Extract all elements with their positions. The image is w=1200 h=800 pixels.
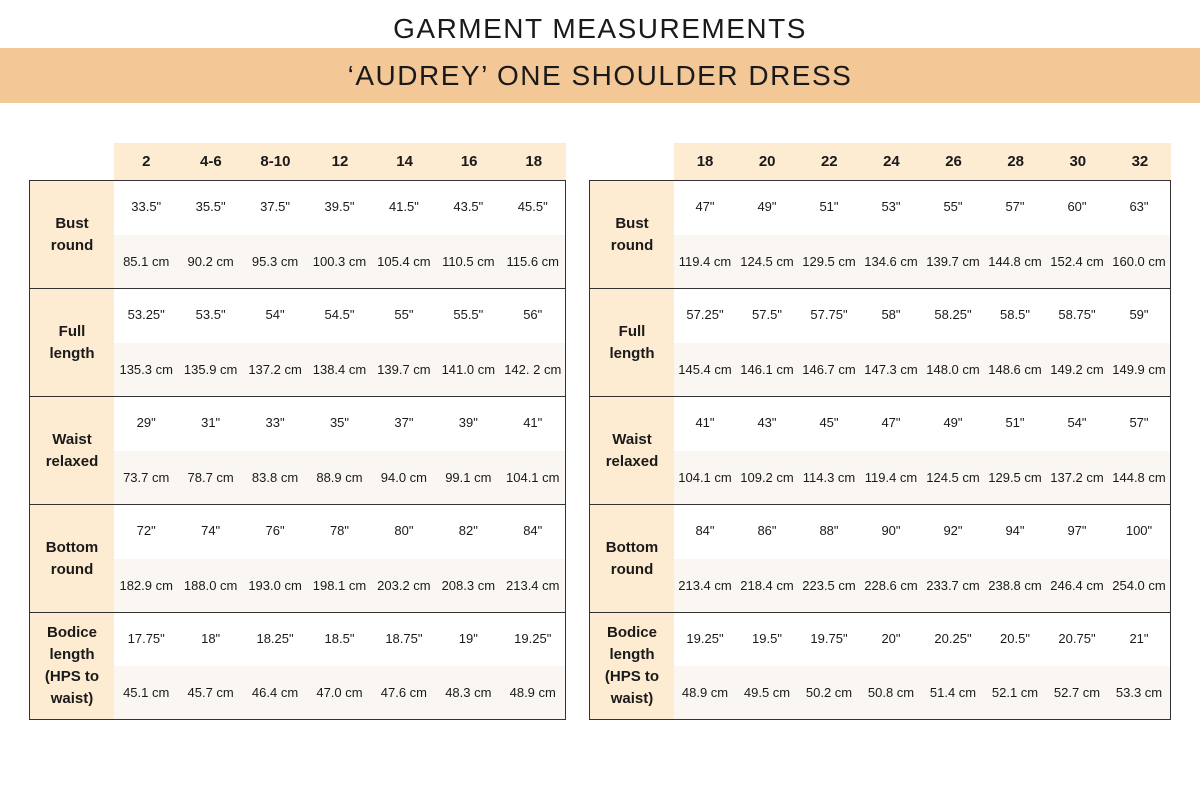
inch-values-row xyxy=(674,613,1170,666)
measurement-values xyxy=(674,289,1170,396)
page-title: GARMENT MEASUREMENTS xyxy=(393,13,807,44)
measurement-label: Waist relaxed xyxy=(590,397,674,504)
inch-values-row xyxy=(674,289,1170,343)
cm-value-cell: 182.9 cm xyxy=(119,577,173,593)
cm-value-cell: 142. 2 cm xyxy=(504,361,562,377)
cm-value-cell: 213.4 cm xyxy=(678,577,732,593)
cm-value-cell: 233.7 cm xyxy=(926,577,980,593)
cm-value-cell: 146.7 cm xyxy=(802,361,856,377)
measurement-values xyxy=(114,181,565,288)
inch-value-cell: 18.75" xyxy=(385,631,423,646)
size-header-cells xyxy=(114,143,566,180)
inch-value-cell: 39.5" xyxy=(324,199,355,214)
cm-value-cell: 223.5 cm xyxy=(802,577,856,593)
measurement-row xyxy=(30,505,565,613)
inch-value-cell: 35.5" xyxy=(195,199,226,214)
inch-values-row xyxy=(674,181,1170,235)
inch-value-cell: 94" xyxy=(1005,523,1025,538)
measurement-label: Bust round xyxy=(590,181,674,288)
inch-value-cell: 58.75" xyxy=(1058,307,1096,322)
size-header-cell: 28 xyxy=(1007,153,1025,170)
cm-value-cell: 135.3 cm xyxy=(119,361,173,377)
inch-value-cell: 54" xyxy=(265,307,285,322)
cm-value-cell: 45.7 cm xyxy=(187,685,234,700)
inch-values-row xyxy=(114,613,565,666)
inch-value-cell: 41" xyxy=(695,415,715,430)
measurement-row xyxy=(590,613,1170,719)
inch-value-cell: 17.75" xyxy=(127,631,165,646)
measurement-label: Bodice length (HPS to waist) xyxy=(30,613,114,719)
cm-value-cell: 254.0 cm xyxy=(1112,577,1166,593)
cm-value-cell: 119.4 cm xyxy=(678,253,732,269)
inch-value-cell: 72" xyxy=(136,523,156,538)
measurement-label: Full length xyxy=(30,289,114,396)
size-header-cell: 14 xyxy=(396,153,413,170)
inch-value-cell: 57" xyxy=(1005,199,1025,214)
inch-value-cell: 19.25" xyxy=(514,631,552,646)
inch-value-cell: 45" xyxy=(819,415,839,430)
cm-value-cell: 50.8 cm xyxy=(867,685,915,700)
inch-value-cell: 53.5" xyxy=(195,307,226,322)
inch-value-cell: 19.5" xyxy=(752,631,782,646)
inch-values-row xyxy=(114,181,565,235)
inch-value-cell: 58.25" xyxy=(934,307,972,322)
measurement-label: Bottom round xyxy=(590,505,674,612)
inch-values-row xyxy=(114,289,565,343)
inch-value-cell: 43" xyxy=(757,415,777,430)
cm-value-cell: 218.4 cm xyxy=(740,577,794,593)
measurement-label: Bust round xyxy=(30,181,114,288)
cm-value-cell: 100.3 cm xyxy=(312,253,367,269)
inch-value-cell: 51" xyxy=(819,199,839,214)
inch-value-cell: 55" xyxy=(943,199,963,214)
cm-value-cell: 83.8 cm xyxy=(251,469,299,485)
cm-value-cell: 188.0 cm xyxy=(183,577,238,593)
inch-value-cell: 97" xyxy=(1067,523,1087,538)
inch-value-cell: 82" xyxy=(458,523,478,538)
cm-value-cell: 137.2 cm xyxy=(248,361,302,377)
measurement-row xyxy=(30,613,565,719)
inch-value-cell: 53" xyxy=(881,199,901,214)
cm-value-cell: 48.9 cm xyxy=(509,685,556,700)
cm-value-cell: 90.2 cm xyxy=(187,253,234,269)
inch-value-cell: 21" xyxy=(1129,631,1149,646)
cm-value-cell: 78.7 cm xyxy=(187,469,234,485)
inch-value-cell: 92" xyxy=(943,523,963,538)
cm-value-cell: 149.9 cm xyxy=(1112,361,1166,377)
cm-value-cell: 146.1 cm xyxy=(740,361,794,377)
cm-values-row xyxy=(114,559,565,613)
cm-value-cell: 129.5 cm xyxy=(988,469,1042,485)
cm-value-cell: 104.1 cm xyxy=(678,469,732,485)
cm-value-cell: 105.4 cm xyxy=(377,253,431,269)
inch-value-cell: 57.25" xyxy=(686,307,724,322)
inch-value-cell: 55.5" xyxy=(453,307,484,322)
size-header-cell: 12 xyxy=(331,153,349,170)
cm-value-cell: 144.8 cm xyxy=(1112,469,1166,485)
size-header-cell: 18 xyxy=(525,153,543,170)
cm-value-cell: 137.2 cm xyxy=(1050,469,1104,485)
inch-values-row xyxy=(114,505,565,559)
cm-value-cell: 149.2 cm xyxy=(1050,361,1104,377)
size-header-cell: 16 xyxy=(460,153,478,170)
inch-value-cell: 58" xyxy=(881,307,901,322)
cm-value-cell: 110.5 cm xyxy=(442,253,495,269)
inch-value-cell: 31" xyxy=(201,415,221,430)
inch-value-cell: 60" xyxy=(1067,199,1087,214)
size-header-cell: 32 xyxy=(1131,153,1149,170)
cm-value-cell: 139.7 cm xyxy=(926,253,980,269)
cm-value-cell: 47.0 cm xyxy=(316,685,363,700)
inch-value-cell: 43.5" xyxy=(453,199,484,214)
inch-value-cell: 49" xyxy=(757,199,777,214)
inch-value-cell: 18" xyxy=(201,631,221,646)
inch-value-cell: 37" xyxy=(394,415,414,430)
measurement-row xyxy=(590,181,1170,289)
inch-value-cell: 57.75" xyxy=(810,307,848,322)
cm-values-row xyxy=(114,343,565,397)
cm-value-cell: 49.5 cm xyxy=(743,685,791,700)
cm-value-cell: 124.5 cm xyxy=(926,469,980,485)
inch-value-cell: 76" xyxy=(265,523,285,538)
cm-values-row xyxy=(114,666,565,719)
product-name-banner: ‘AUDREY’ ONE SHOULDER DRESS xyxy=(0,48,1200,103)
cm-value-cell: 148.0 cm xyxy=(926,361,980,377)
cm-value-cell: 147.3 cm xyxy=(864,361,918,377)
cm-values-row xyxy=(114,235,565,289)
size-header-cell: 24 xyxy=(883,153,900,170)
inch-value-cell: 56" xyxy=(523,307,543,322)
cm-value-cell: 139.7 cm xyxy=(377,361,431,377)
cm-value-cell: 138.4 cm xyxy=(312,361,367,377)
inch-values-row xyxy=(674,397,1170,451)
measurement-label: Bottom round xyxy=(30,505,114,612)
inch-value-cell: 63" xyxy=(1129,199,1149,214)
inch-value-cell: 54.5" xyxy=(324,307,355,322)
size-header-cell: 20 xyxy=(758,153,776,170)
inch-value-cell: 47" xyxy=(695,199,715,214)
inch-value-cell: 37.5" xyxy=(260,199,291,214)
size-header-cell: 2 xyxy=(142,153,151,170)
cm-value-cell: 135.9 cm xyxy=(183,361,238,377)
cm-values-row xyxy=(674,559,1170,613)
cm-value-cell: 109.2 cm xyxy=(740,469,794,485)
inch-value-cell: 33.5" xyxy=(131,199,162,214)
measurement-body xyxy=(29,180,566,720)
inch-value-cell: 19" xyxy=(458,631,478,646)
inch-value-cell: 35" xyxy=(329,415,350,430)
inch-value-cell: 47" xyxy=(881,415,901,430)
cm-value-cell: 115.6 cm xyxy=(506,253,559,269)
cm-value-cell: 52.7 cm xyxy=(1053,685,1101,700)
cm-value-cell: 213.4 cm xyxy=(506,577,560,593)
size-header-cells xyxy=(674,143,1171,180)
cm-value-cell: 114.3 cm xyxy=(802,469,856,485)
cm-value-cell: 193.0 cm xyxy=(248,577,302,593)
cm-value-cell: 148.6 cm xyxy=(988,361,1042,377)
cm-value-cell: 246.4 cm xyxy=(1050,577,1104,593)
cm-values-row xyxy=(674,666,1170,719)
inch-value-cell: 41.5" xyxy=(388,199,419,214)
cm-value-cell: 152.4 cm xyxy=(1050,253,1104,269)
inch-value-cell: 53.25" xyxy=(127,307,165,322)
inch-value-cell: 20.25" xyxy=(934,631,972,646)
measurement-row xyxy=(30,181,565,289)
inch-value-cell: 49" xyxy=(943,415,963,430)
cm-value-cell: 104.1 cm xyxy=(506,469,560,485)
cm-value-cell: 88.9 cm xyxy=(316,469,363,485)
inch-value-cell: 20.75" xyxy=(1058,631,1096,646)
inch-value-cell: 19.75" xyxy=(810,631,848,646)
cm-value-cell: 50.2 cm xyxy=(805,685,853,700)
inch-values-row xyxy=(674,505,1170,559)
inch-values-row xyxy=(114,397,565,451)
cm-value-cell: 73.7 cm xyxy=(123,469,170,485)
size-header-cell: 8-10 xyxy=(260,153,291,170)
inch-value-cell: 18.25" xyxy=(256,631,294,646)
size-header-cell: 26 xyxy=(945,153,962,170)
measurement-values xyxy=(114,505,565,612)
inch-value-cell: 20" xyxy=(881,631,901,646)
cm-value-cell: 208.3 cm xyxy=(441,577,496,593)
size-header-cell: 4-6 xyxy=(200,153,222,170)
cm-value-cell: 95.3 cm xyxy=(251,253,299,269)
cm-value-cell: 46.4 cm xyxy=(251,685,299,700)
measurement-values xyxy=(674,613,1170,719)
inch-value-cell: 100" xyxy=(1125,523,1153,538)
inch-value-cell: 59" xyxy=(1129,307,1149,322)
measurement-values xyxy=(114,397,565,504)
inch-value-cell: 86" xyxy=(757,523,777,538)
size-header-cell: 18 xyxy=(696,153,714,170)
inch-value-cell: 18.5" xyxy=(324,631,355,646)
measurement-values xyxy=(114,289,565,396)
inch-value-cell: 84" xyxy=(523,523,543,538)
cm-value-cell: 160.0 cm xyxy=(1112,253,1166,269)
inch-value-cell: 58.5" xyxy=(1000,307,1030,322)
inch-value-cell: 88" xyxy=(819,523,839,538)
inch-value-cell: 55" xyxy=(394,307,414,322)
measurement-label: Waist relaxed xyxy=(30,397,114,504)
inch-value-cell: 41" xyxy=(523,415,543,430)
cm-value-cell: 203.2 cm xyxy=(377,577,431,593)
measurement-row xyxy=(30,289,565,397)
cm-value-cell: 141.0 cm xyxy=(441,361,496,377)
cm-value-cell: 48.3 cm xyxy=(445,685,492,700)
measurement-table-large-sizes xyxy=(589,143,1171,720)
header-spacer xyxy=(589,143,674,180)
cm-value-cell: 228.6 cm xyxy=(864,577,918,593)
cm-values-row xyxy=(674,343,1170,397)
size-header-row xyxy=(29,143,566,180)
cm-value-cell: 124.5 cm xyxy=(740,253,794,269)
cm-values-row xyxy=(114,451,565,505)
cm-value-cell: 99.1 cm xyxy=(445,469,492,485)
measurement-row xyxy=(30,397,565,505)
measurement-row xyxy=(590,289,1170,397)
measurement-body xyxy=(589,180,1171,720)
cm-value-cell: 198.1 cm xyxy=(312,577,367,593)
inch-value-cell: 29" xyxy=(136,415,156,430)
inch-value-cell: 54" xyxy=(1067,415,1087,430)
size-header-cell: 30 xyxy=(1069,153,1087,170)
cm-value-cell: 238.8 cm xyxy=(988,577,1042,593)
cm-value-cell: 129.5 cm xyxy=(802,253,856,269)
measurement-table-small-sizes xyxy=(29,143,566,720)
measurement-row xyxy=(590,397,1170,505)
inch-value-cell: 39" xyxy=(458,415,478,430)
cm-value-cell: 52.1 cm xyxy=(991,685,1039,700)
inch-value-cell: 57" xyxy=(1129,415,1149,430)
cm-value-cell: 48.9 cm xyxy=(681,685,729,700)
cm-value-cell: 51.4 cm xyxy=(929,685,977,700)
inch-value-cell: 45.5" xyxy=(517,199,548,214)
measurement-values xyxy=(114,613,565,719)
cm-value-cell: 45.1 cm xyxy=(123,685,170,700)
measurement-label: Bodice length (HPS to waist) xyxy=(590,613,674,719)
inch-value-cell: 20.5" xyxy=(1000,631,1030,646)
measurement-values xyxy=(674,181,1170,288)
inch-value-cell: 74" xyxy=(201,523,221,538)
measurement-row xyxy=(590,505,1170,613)
inch-value-cell: 33" xyxy=(265,415,285,430)
inch-value-cell: 51" xyxy=(1005,415,1025,430)
measurement-label: Full length xyxy=(590,289,674,396)
measurement-values xyxy=(674,397,1170,504)
inch-value-cell: 80" xyxy=(394,523,414,538)
cm-value-cell: 85.1 cm xyxy=(123,253,170,269)
inch-value-cell: 84" xyxy=(695,523,715,538)
size-header-row xyxy=(589,143,1171,180)
cm-value-cell: 145.4 cm xyxy=(678,361,732,377)
inch-value-cell: 90" xyxy=(881,523,901,538)
cm-value-cell: 144.8 cm xyxy=(988,253,1042,269)
inch-value-cell: 78" xyxy=(329,523,350,538)
cm-values-row xyxy=(674,451,1170,505)
header-spacer xyxy=(29,143,114,180)
cm-value-cell: 134.6 cm xyxy=(864,253,918,269)
inch-value-cell: 19.25" xyxy=(686,631,724,646)
cm-value-cell: 119.4 cm xyxy=(864,469,918,485)
measurement-values xyxy=(674,505,1170,612)
cm-value-cell: 47.6 cm xyxy=(380,685,428,700)
inch-value-cell: 57.5" xyxy=(752,307,782,322)
cm-values-row xyxy=(674,235,1170,289)
cm-value-cell: 53.3 cm xyxy=(1115,685,1163,700)
cm-value-cell: 94.0 cm xyxy=(380,469,428,485)
size-header-cell: 22 xyxy=(820,153,838,170)
